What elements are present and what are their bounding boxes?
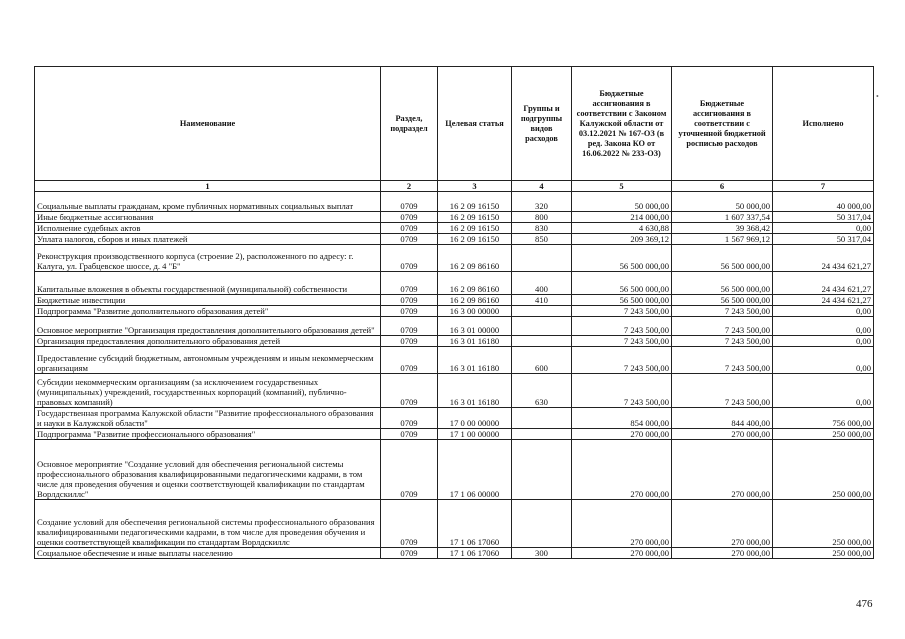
- cell-section: 0709: [381, 440, 438, 500]
- cell-section: 0709: [381, 295, 438, 306]
- cell-name: Государственная программа Калужской области "Развитие профессионального образования и науки в Калужской области": [35, 408, 381, 429]
- cell-target: 17 1 06 17060: [438, 500, 512, 548]
- cell-revised: 844 400,00: [672, 408, 773, 429]
- cell-executed: 0,00: [773, 374, 874, 408]
- cell-revised: 7 243 500,00: [672, 336, 773, 347]
- cell-section: 0709: [381, 306, 438, 317]
- cell-law: 4 630,88: [572, 223, 672, 234]
- column-number: 5: [572, 181, 672, 192]
- cell-section: 0709: [381, 212, 438, 223]
- page-number: 476: [856, 598, 873, 610]
- table-row: [35, 347, 874, 374]
- cell-group: 300: [512, 548, 572, 559]
- cell-section: 0709: [381, 317, 438, 336]
- cell-group: 800: [512, 212, 572, 223]
- cell-law: 7 243 500,00: [572, 317, 672, 336]
- header-revised: Бюджетные ассигнования в соответствии с уточненной бюджетной росписью расходов: [672, 67, 773, 181]
- cell-name: Предоставление субсидий бюджетным, автономным учреждениям и иным некоммерческим организациям: [35, 347, 381, 374]
- cell-law: 56 500 000,00: [572, 272, 672, 295]
- column-number: 1: [35, 181, 381, 192]
- cell-executed: 250 000,00: [773, 429, 874, 440]
- cell-law: 854 000,00: [572, 408, 672, 429]
- cell-revised: 7 243 500,00: [672, 347, 773, 374]
- table-row: [35, 212, 874, 223]
- cell-target: 17 1 00 00000: [438, 429, 512, 440]
- cell-group: [512, 317, 572, 336]
- cell-name: Социальное обеспечение и иные выплаты населению: [35, 548, 381, 559]
- cell-law: 56 500 000,00: [572, 295, 672, 306]
- column-number-row: [35, 181, 874, 192]
- table-row: [35, 295, 874, 306]
- cell-section: 0709: [381, 374, 438, 408]
- cell-name: Основное мероприятие "Создание условий для обеспечения региональной системы профессионального образования квалифицированными педагогическими кадрами, в том числе для проведения обучения и оценки соответствующей квалификации по стандартам Ворлдскиллс": [35, 440, 381, 500]
- cell-executed: 250 000,00: [773, 548, 874, 559]
- cell-revised: 7 243 500,00: [672, 306, 773, 317]
- cell-target: 16 2 09 16150: [438, 192, 512, 212]
- cell-name: Подпрограмма "Развитие дополнительного образования детей": [35, 306, 381, 317]
- cell-name: Подпрограмма "Развитие профессионального образования": [35, 429, 381, 440]
- cell-group: [512, 306, 572, 317]
- cell-group: 320: [512, 192, 572, 212]
- cell-revised: 56 500 000,00: [672, 272, 773, 295]
- cell-executed: 756 000,00: [773, 408, 874, 429]
- cell-revised: 50 000,00: [672, 192, 773, 212]
- cell-section: 0709: [381, 429, 438, 440]
- cell-target: 16 3 01 16180: [438, 347, 512, 374]
- cell-group: 600: [512, 347, 572, 374]
- scan-speck: •: [876, 92, 879, 101]
- table-row: [35, 336, 874, 347]
- table-row: [35, 429, 874, 440]
- cell-group: 400: [512, 272, 572, 295]
- cell-law: 7 243 500,00: [572, 374, 672, 408]
- table-row: [35, 306, 874, 317]
- table-row: [35, 548, 874, 559]
- table-row: [35, 317, 874, 336]
- cell-group: [512, 500, 572, 548]
- cell-target: 16 3 01 16180: [438, 374, 512, 408]
- cell-target: 16 2 09 86160: [438, 295, 512, 306]
- cell-revised: 270 000,00: [672, 429, 773, 440]
- cell-revised: 39 368,42: [672, 223, 773, 234]
- cell-revised: 7 243 500,00: [672, 317, 773, 336]
- column-number: 2: [381, 181, 438, 192]
- cell-name: Социальные выплаты гражданам, кроме публичных нормативных социальных выплат: [35, 192, 381, 212]
- cell-section: 0709: [381, 336, 438, 347]
- cell-revised: 270 000,00: [672, 548, 773, 559]
- cell-revised: 56 500 000,00: [672, 295, 773, 306]
- cell-executed: 24 434 621,27: [773, 295, 874, 306]
- cell-revised: 56 500 000,00: [672, 245, 773, 272]
- cell-target: 16 2 09 86160: [438, 245, 512, 272]
- cell-name: Организация предоставления дополнительного образования детей: [35, 336, 381, 347]
- cell-name: Исполнение судебных актов: [35, 223, 381, 234]
- cell-group: [512, 429, 572, 440]
- cell-law: 50 000,00: [572, 192, 672, 212]
- cell-group: [512, 336, 572, 347]
- cell-group: [512, 440, 572, 500]
- budget-table: [34, 66, 874, 559]
- cell-law: 270 000,00: [572, 500, 672, 548]
- cell-executed: 0,00: [773, 306, 874, 317]
- cell-law: 7 243 500,00: [572, 336, 672, 347]
- cell-section: 0709: [381, 192, 438, 212]
- cell-target: 16 2 09 86160: [438, 272, 512, 295]
- table-row: [35, 234, 874, 245]
- cell-target: 16 3 00 00000: [438, 306, 512, 317]
- cell-section: 0709: [381, 223, 438, 234]
- cell-target: 16 2 09 16150: [438, 234, 512, 245]
- cell-law: 270 000,00: [572, 548, 672, 559]
- cell-law: 270 000,00: [572, 429, 672, 440]
- cell-name: Реконструкция производственного корпуса (строение 2), расположенного по адресу: г. Калуга, ул. Грабцевское шоссе, д. 4 "Б": [35, 245, 381, 272]
- cell-group: 850: [512, 234, 572, 245]
- cell-law: 7 243 500,00: [572, 306, 672, 317]
- table-row: [35, 440, 874, 500]
- cell-executed: 50 317,04: [773, 234, 874, 245]
- cell-target: 17 1 06 17060: [438, 548, 512, 559]
- cell-target: 16 3 01 16180: [438, 336, 512, 347]
- cell-law: 270 000,00: [572, 440, 672, 500]
- cell-target: 16 3 01 00000: [438, 317, 512, 336]
- cell-group: [512, 408, 572, 429]
- cell-name: Бюджетные инвестиции: [35, 295, 381, 306]
- header-row: [35, 67, 874, 181]
- cell-name: Основное мероприятие "Организация предоставления дополнительного образования детей": [35, 317, 381, 336]
- cell-executed: 0,00: [773, 347, 874, 374]
- cell-name: Субсидии некоммерческим организациям (за исключением государственных (муниципальных) учреждений, государственных корпораций (компаний), публично-правовых компаний): [35, 374, 381, 408]
- cell-name: Капитальные вложения в объекты государственной (муниципальной) собственности: [35, 272, 381, 295]
- table-row: [35, 408, 874, 429]
- cell-section: 0709: [381, 500, 438, 548]
- table-row: [35, 272, 874, 295]
- table-row: [35, 500, 874, 548]
- table-row: [35, 223, 874, 234]
- cell-revised: 7 243 500,00: [672, 374, 773, 408]
- table-row: [35, 245, 874, 272]
- cell-law: 209 369,12: [572, 234, 672, 245]
- cell-executed: 0,00: [773, 223, 874, 234]
- cell-section: 0709: [381, 347, 438, 374]
- cell-target: 16 2 09 16150: [438, 212, 512, 223]
- cell-name: Иные бюджетные ассигнования: [35, 212, 381, 223]
- cell-section: 0709: [381, 245, 438, 272]
- cell-group: 830: [512, 223, 572, 234]
- cell-revised: 270 000,00: [672, 500, 773, 548]
- header-group: Группы и подгруппы видов расходов: [512, 67, 572, 181]
- header-law: Бюджетные ассигнования в соответствии с Законом Калужской области от 03.12.2021 № 167-ОЗ (в ред. Закона КО от 16.06.2022 № 233-ОЗ): [572, 67, 672, 181]
- cell-group: 410: [512, 295, 572, 306]
- cell-revised: 270 000,00: [672, 440, 773, 500]
- cell-section: 0709: [381, 234, 438, 245]
- table-row: [35, 192, 874, 212]
- cell-section: 0709: [381, 272, 438, 295]
- header-section: Раздел, подраздел: [381, 67, 438, 181]
- column-number: 4: [512, 181, 572, 192]
- cell-revised: 1 607 337,54: [672, 212, 773, 223]
- cell-executed: 50 317,04: [773, 212, 874, 223]
- cell-group: [512, 245, 572, 272]
- cell-executed: 250 000,00: [773, 440, 874, 500]
- header-target: Целевая статья: [438, 67, 512, 181]
- cell-executed: 250 000,00: [773, 500, 874, 548]
- cell-section: 0709: [381, 548, 438, 559]
- cell-law: 56 500 000,00: [572, 245, 672, 272]
- cell-target: 17 1 06 00000: [438, 440, 512, 500]
- column-number: 6: [672, 181, 773, 192]
- cell-executed: 0,00: [773, 336, 874, 347]
- cell-group: 630: [512, 374, 572, 408]
- header-executed: Исполнено: [773, 67, 874, 181]
- cell-executed: 40 000,00: [773, 192, 874, 212]
- header-name: Наименование: [35, 67, 381, 181]
- cell-target: 16 2 09 16150: [438, 223, 512, 234]
- cell-law: 7 243 500,00: [572, 347, 672, 374]
- cell-target: 17 0 00 00000: [438, 408, 512, 429]
- cell-name: Уплата налогов, сборов и иных платежей: [35, 234, 381, 245]
- column-number: 3: [438, 181, 512, 192]
- cell-law: 214 000,00: [572, 212, 672, 223]
- cell-executed: 0,00: [773, 317, 874, 336]
- cell-executed: 24 434 621,27: [773, 245, 874, 272]
- cell-executed: 24 434 621,27: [773, 272, 874, 295]
- cell-section: 0709: [381, 408, 438, 429]
- cell-revised: 1 567 969,12: [672, 234, 773, 245]
- table-row: [35, 374, 874, 408]
- column-number: 7: [773, 181, 874, 192]
- table-body: [35, 192, 874, 559]
- cell-name: Создание условий для обеспечения региональной системы профессионального образования квалифицированными педагогическими кадрами, в том числе для проведения обучения и оценки соответствующей квалификации по стандартам Ворлдскиллс: [35, 500, 381, 548]
